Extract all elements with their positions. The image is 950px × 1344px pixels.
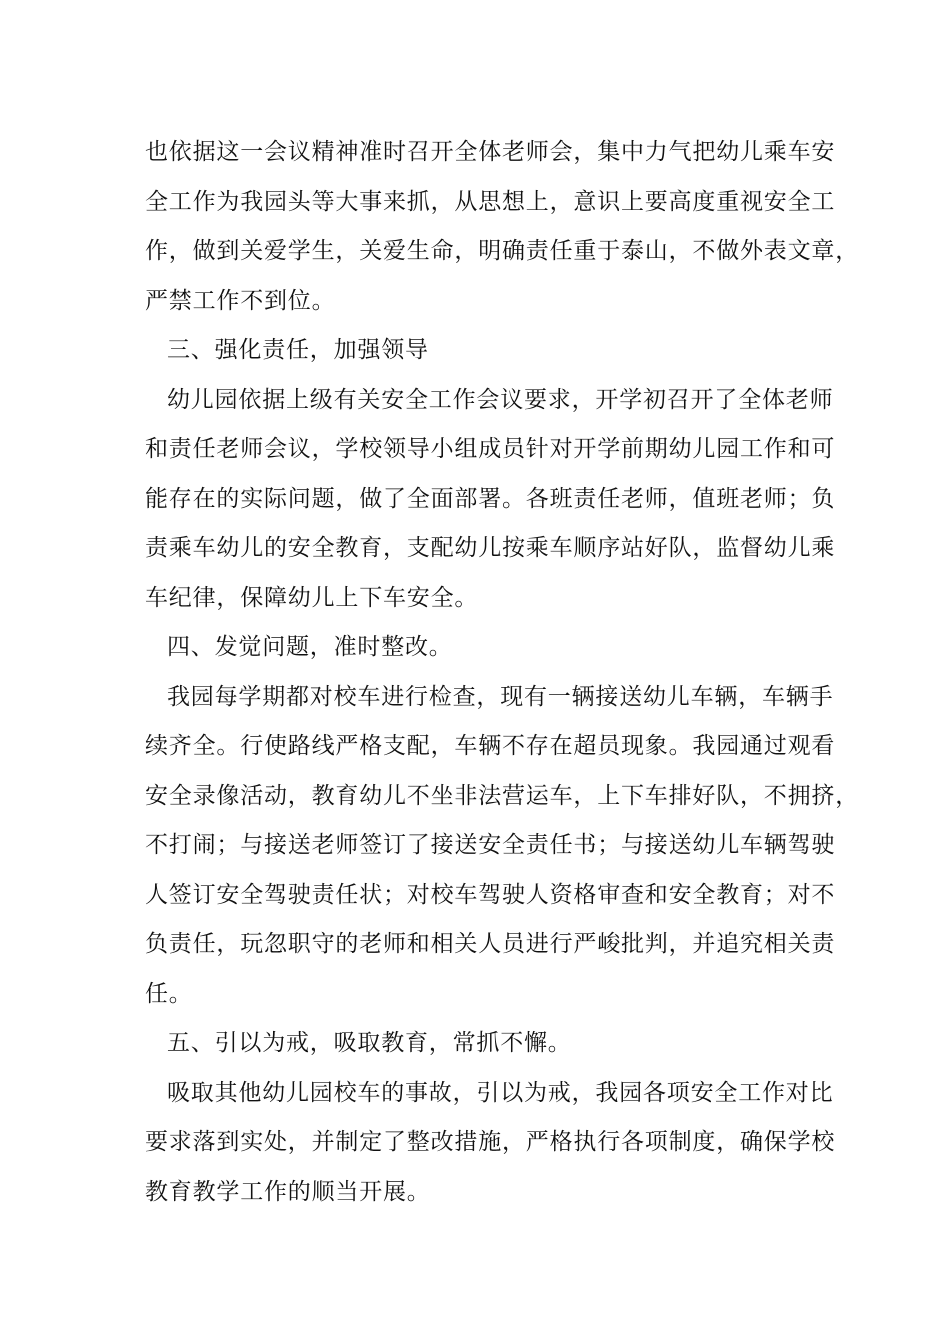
text-line: 续齐全。行使路线严格支配，车辆不存在超员现象。我园通过观看 xyxy=(145,733,836,759)
text-line: 和责任老师会议，学校领导小组成员针对开学前期幼儿园工作和可 xyxy=(145,436,836,462)
text-line: 负责任，玩忽职守的老师和相关人员进行严峻批判，并追究相关责 xyxy=(145,931,836,957)
section-heading-3 xyxy=(145,326,825,376)
text-line: 车纪律，保障幼儿上下车安全。 xyxy=(145,584,479,611)
document-body xyxy=(145,128,859,1217)
text-line: 教育教学工作的顺当开展。 xyxy=(145,1178,431,1205)
text-line: 不打闹；与接送老师签订了接送安全责任书；与接送幼儿车辆驾驶 xyxy=(145,832,836,858)
paragraph-body-4 xyxy=(145,1069,836,1218)
paragraph-body-1 xyxy=(145,128,859,326)
heading-line: 四、发觉问题，准时整改。 xyxy=(167,634,453,660)
heading-line: 三、强化责任，加强领导 xyxy=(167,337,429,363)
text-line: 要求落到实处，并制定了整改措施，严格执行各项制度，确保学校 xyxy=(145,1129,836,1155)
text-line: 安全录像活动，教育幼儿不坐非法营运车，上下车排好队，不拥挤， xyxy=(145,782,859,809)
text-line: 任。 xyxy=(145,980,193,1007)
text-line: 人签订安全驾驶责任状；对校车驾驶人资格审查和安全教育；对不 xyxy=(145,881,836,908)
text-line: 幼儿园依据上级有关安全工作会议要求，开学初召开了全体老师 xyxy=(167,386,834,413)
text-line: 责乘车幼儿的安全教育，支配幼儿按乘车顺序站好队，监督幼儿乘 xyxy=(145,535,836,561)
text-line: 也依据这一会议精神准时召开全体老师会，集中力气把幼儿乘车安 xyxy=(145,139,836,165)
text-line: 吸取其他幼儿园校车的事故，引以为戒，我园各项安全工作对比 xyxy=(167,1079,834,1106)
text-line: 我园每学期都对校车进行检查，现有一辆接送幼儿车辆，车辆手 xyxy=(167,683,834,710)
section-heading-4 xyxy=(145,623,825,673)
text-line: 严禁工作不到位。 xyxy=(145,287,336,314)
section-heading-5 xyxy=(145,1019,825,1069)
text-line: 能存在的实际问题，做了全面部署。各班责任老师，值班老师；负 xyxy=(145,485,836,512)
text-line: 全工作为我园头等大事来抓，从思想上，意识上要高度重视安全工 xyxy=(145,188,836,215)
text-line: 作，做到关爱学生，关爱生命，明确责任重于泰山，不做外表文章， xyxy=(145,238,859,264)
heading-line: 五、引以为戒，吸取教育，常抓不懈。 xyxy=(167,1030,572,1056)
paragraph-body-2 xyxy=(145,376,836,624)
paragraph-body-3 xyxy=(145,673,859,1020)
